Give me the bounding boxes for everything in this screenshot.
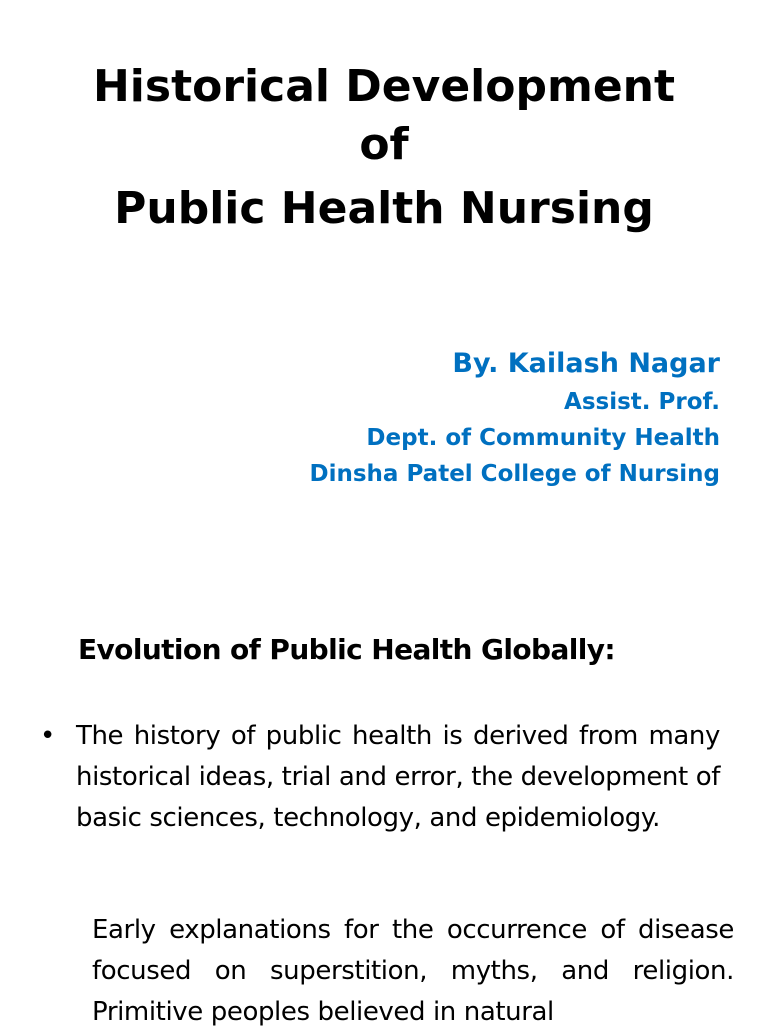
title-line-1: Historical Development (92, 61, 676, 112)
author-department: Dept. of Community Health (366, 425, 720, 451)
bullet-item (40, 716, 720, 839)
content-slide (0, 560, 768, 1027)
author-name: By. Kailash Nagar (452, 348, 720, 379)
bullet-dot-icon: • (40, 721, 56, 751)
section-heading: Evolution of Public Health Globally: (78, 633, 616, 666)
body-paragraph: Early explanations for the occurrence of disease focused on superstition, myths, and religion. Primitive peoples believed in natural (92, 915, 734, 1027)
author-position: Assist. Prof. (564, 389, 720, 415)
bullet-text: The history of public health is derived from many historical ideas, trial and error, the development of basic sciences, technology, and epidemiology. (76, 721, 720, 833)
title-line-2: of (359, 119, 409, 170)
title-line-3: Public Health Nursing (114, 183, 654, 234)
author-college: Dinsha Patel College of Nursing (309, 461, 720, 487)
slide-title (0, 58, 768, 238)
author-block (120, 344, 720, 492)
